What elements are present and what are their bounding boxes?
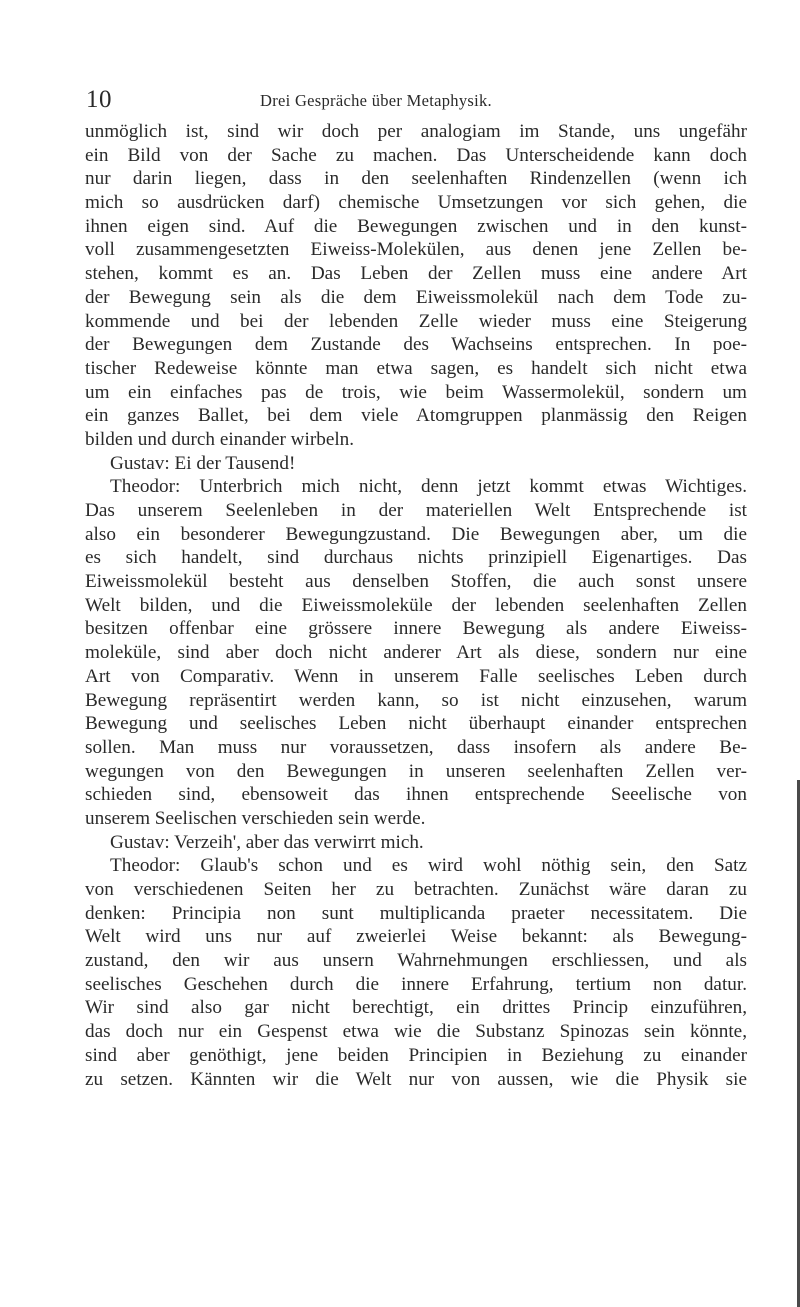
text-line: Bewegung und seelisches Leben nicht überhaupt einander entsprechen [85, 713, 747, 735]
text-line: das doch nur ein Gespenst etwa wie die Substanz Spinozas sein könnte, [85, 1021, 747, 1043]
text-line: voll zusammengesetzten Eiweiss-Molekülen, aus denen jene Zellen be- [85, 239, 747, 261]
text-line: zustand, den wir aus unsern Wahrnehmungen erschliessen, und als [85, 950, 747, 972]
text-line: mich so ausdrücken darf) chemische Umsetzungen vor sich gehen, die [85, 192, 747, 214]
text-line: Eiweissmolekül besteht aus denselben Stoffen, die auch sonst unsere [85, 571, 747, 593]
running-title: Drei Gespräche über Metaphysik. [260, 91, 492, 110]
text-line: nur darin liegen, dass in den seelenhaften Rindenzellen (wenn ich [85, 168, 747, 190]
text-line: unserem Seelischen verschieden sein werde. [85, 807, 426, 829]
text-line: tischer Redeweise könnte man etwa sagen, es handelt sich nicht etwa [85, 357, 747, 379]
text-line: denken: Principia non sunt multiplicanda praeter necessitatem. Die [85, 902, 747, 924]
text-line: von verschiedenen Seiten her zu betrachten. Zunächst wäre daran zu [85, 879, 747, 900]
dialogue-line: Gustav: Ei der Tausend! [110, 452, 296, 474]
text-line: wegungen von den Bewegungen in unseren seelenhaften Zellen ver- [85, 760, 747, 782]
text-line: Das unserem Seelenleben in der materiellen Welt Entsprechende ist [85, 500, 747, 521]
text-line: der Bewegung sein als die dem Eiweissmolekül nach dem Tode zu- [85, 286, 747, 308]
dialogue-line: Gustav: Verzeih', aber das verwirrt mich. [110, 831, 424, 853]
text-line: ein ganzes Ballet, bei dem viele Atomgruppen planmässig den Reigen [85, 405, 747, 427]
page-number: 10 [86, 86, 112, 113]
text-line: es sich handelt, sind durchaus nichts prinzipiell Eigenartiges. Das [85, 547, 747, 569]
text-line: Bewegung repräsentirt werden kann, so ist nicht einzusehen, warum [85, 689, 747, 711]
body-text [85, 120, 747, 1091]
text-line: ein Bild von der Sache zu machen. Das Unterscheidende kann doch [85, 144, 747, 166]
text-line: bilden und durch einander wirbeln. [85, 428, 355, 450]
text-line: Welt wird uns nur auf zweierlei Weise bekannt: als Bewegung- [85, 926, 747, 948]
text-line: um ein einfaches pas de trois, wie beim Wassermolekül, sondern um [85, 381, 747, 403]
text-line: sind aber genöthigt, jene beiden Principien in Beziehung zu einander [85, 1044, 747, 1066]
text-line: schieden sind, ebensoweit das ihnen entsprechende Seeelische von [85, 784, 747, 806]
text-line: also ein besonderer Bewegungzustand. Die Bewegungen aber, um die [85, 523, 747, 545]
text-line: stehen, kommt es an. Das Leben der Zellen muss eine andere Art [85, 263, 747, 285]
dialogue-line: Theodor: Glaub's schon und es wird wohl nöthig sein, den Satz [110, 855, 747, 877]
text-line: zu setzen. Kännten wir die Welt nur von aussen, wie die Physik sie [85, 1068, 747, 1090]
text-line: Art von Comparativ. Wenn in unserem Falle seelisches Leben durch [85, 665, 747, 687]
text-line: ihnen eigen sind. Auf die Bewegungen zwischen und in den kunst- [85, 215, 747, 237]
text-line: sollen. Man muss nur voraussetzen, dass insofern als andere Be- [85, 736, 747, 758]
text-line: Wir sind also gar nicht berechtigt, ein drittes Princip einzuführen, [85, 997, 747, 1019]
text-line: besitzen offenbar eine grössere innere Bewegung als andere Eiweiss- [85, 618, 747, 640]
text-line: moleküle, sind aber doch nicht anderer Art als diese, sondern nur eine [85, 642, 747, 664]
text-line: kommende und bei der lebenden Zelle wieder muss eine Steigerung [85, 310, 747, 332]
dialogue-line: Theodor: Unterbrich mich nicht, denn jetzt kommt etwas Wichtiges. [110, 476, 747, 498]
page-header [86, 86, 746, 116]
text-line: Welt bilden, und die Eiweissmoleküle der lebenden seelenhaften Zellen [85, 594, 747, 616]
text-line: der Bewegungen dem Zustande des Wachseins entsprechen. In poe- [85, 334, 747, 356]
text-line: unmöglich ist, sind wir doch per analogiam im Stande, uns ungefähr [85, 121, 747, 142]
text-line: seelisches Geschehen durch die innere Erfahrung, tertium non datur. [85, 973, 747, 995]
